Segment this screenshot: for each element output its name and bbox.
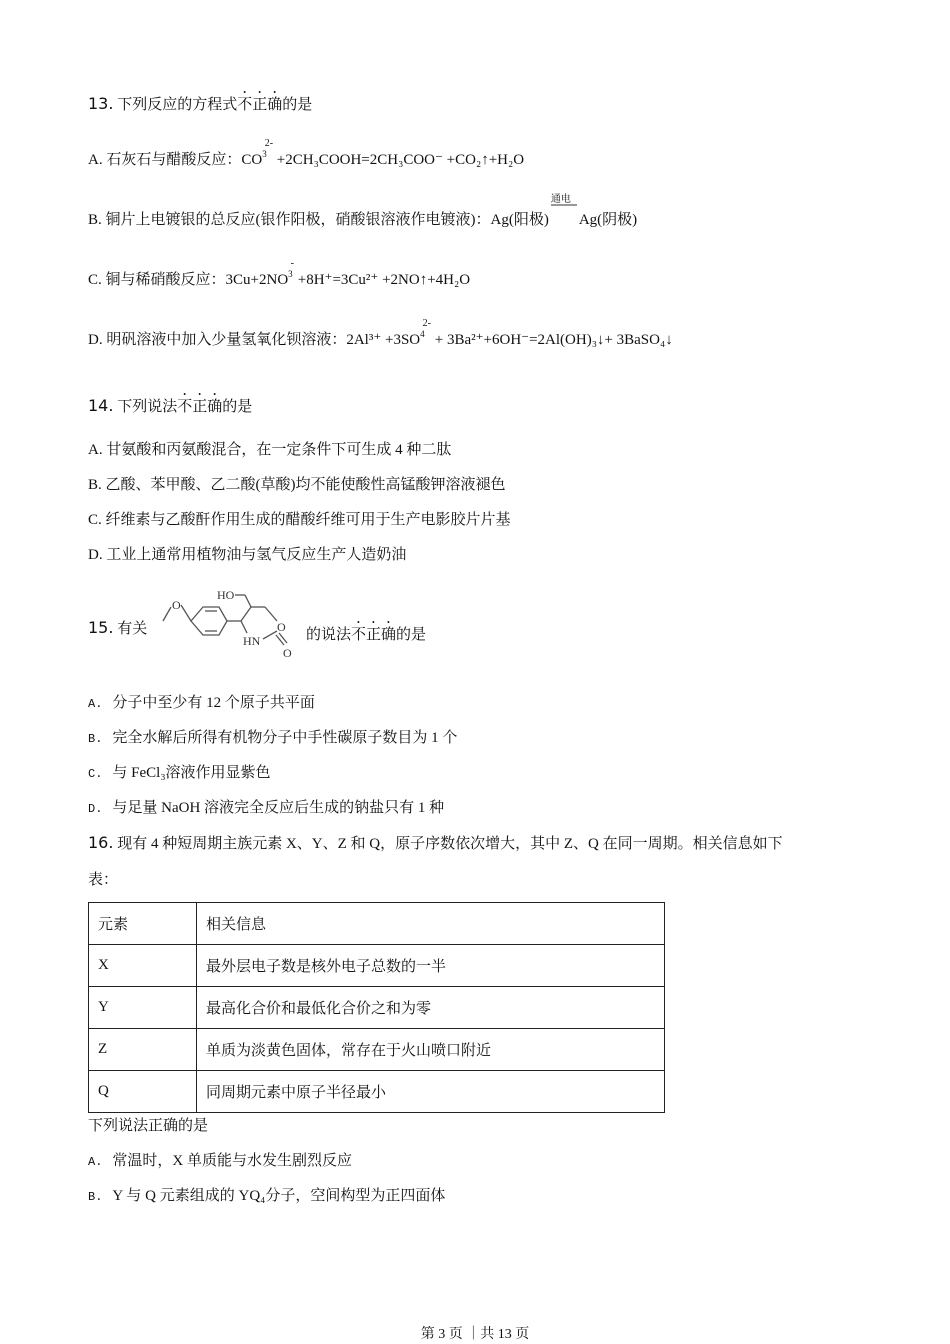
q15-number: 15. xyxy=(88,618,114,637)
q13-stem-text: 下列反应的方程式 xyxy=(117,97,238,113)
table-row xyxy=(89,945,665,987)
table-cell: X xyxy=(89,945,197,987)
q14-stem xyxy=(88,390,252,417)
option-label: D. 明矾溶液中加入少量氢氧化钡溶液： xyxy=(88,332,347,348)
q13-option-d xyxy=(88,318,673,352)
molecule-atom-label: O xyxy=(283,646,292,660)
option-letter: D. xyxy=(88,802,103,816)
table-header: 相关信息 xyxy=(197,903,665,945)
table-header-row xyxy=(89,903,665,945)
q16-number: 16. xyxy=(88,833,114,852)
q15-stem-text: 有关 xyxy=(117,621,148,637)
table-cell: 同周期元素中原子半径最小 xyxy=(197,1071,665,1113)
table-cell: Y xyxy=(89,987,197,1029)
option-label: A. 石灰石与醋酸反应： xyxy=(88,152,242,168)
molecule-structure xyxy=(155,583,305,665)
equals-bar xyxy=(551,204,577,206)
option-text: 完全水解后所得有机物分子中手性碳原子数目为 1 个 xyxy=(112,730,458,746)
q14-emphasis: 不正确 xyxy=(177,399,223,415)
option-text: 分子中至少有 12 个原子共平面 xyxy=(112,695,315,711)
formula-index: 3 xyxy=(288,269,293,279)
q15-emphasis: 不正确 xyxy=(351,627,397,643)
table-row xyxy=(89,1029,665,1071)
molecule-atom-label: HO xyxy=(217,588,235,602)
option-text: 常温时，X 单质能与水发生剧烈反应 xyxy=(112,1153,352,1169)
q15-option-b xyxy=(88,728,457,749)
formula-charge: 2- xyxy=(264,138,274,149)
q15-stem-end: 的是 xyxy=(396,627,427,643)
table-row xyxy=(89,987,665,1029)
q13-emphasis: 不正确 xyxy=(237,97,283,113)
q14-option-c: C. 纤维素与乙酸酐作用生成的醋酸纤维可用于生产电影胶片片基 xyxy=(88,512,511,528)
table-cell: 最外层电子数是核外电子总数的一半 xyxy=(197,945,665,987)
option-letter: C. xyxy=(88,767,103,781)
q13-stem-end: 的是 xyxy=(282,97,313,113)
formula-index: 3 xyxy=(262,149,267,159)
q13-stem xyxy=(88,88,312,115)
formula: 2Al³⁺ +3SO xyxy=(346,332,421,348)
q13-option-c xyxy=(88,258,471,292)
condition-text: 通电 xyxy=(550,194,571,205)
option-letter: B. xyxy=(88,732,103,746)
option-text: Y 与 Q 元素组成的 YQ₄分子，空间构型为正四面体 xyxy=(112,1188,446,1204)
option-letter: A. xyxy=(88,1155,103,1169)
molecule-atom-label: O xyxy=(172,598,181,612)
q15-option-a xyxy=(88,693,315,714)
table-cell: Q xyxy=(89,1071,197,1113)
q13-number: 13. xyxy=(88,94,114,113)
formula: CO xyxy=(241,152,263,168)
q14-option-b: B. 乙酸、苯甲酸、乙二酸(草酸)均不能使酸性高锰酸钾溶液褪色 xyxy=(88,477,506,493)
q15-option-d xyxy=(88,798,444,819)
formula-charge: 2- xyxy=(422,318,431,329)
table-header: 元素 xyxy=(89,903,197,945)
formula: Ag(阴极) xyxy=(578,212,638,228)
q16-stem xyxy=(88,833,783,854)
q15-stem-text: 的说法 xyxy=(306,627,352,643)
element-info-table xyxy=(88,902,665,1113)
formula: +2CH₃COOH=2CH₃COO⁻ +CO₂↑+H₂O xyxy=(273,152,525,168)
reaction-condition xyxy=(550,194,577,224)
q14-stem-end: 的是 xyxy=(222,399,253,415)
q14-option-a: A. 甘氨酸和丙氨酸混合，在一定条件下可生成 4 种二肽 xyxy=(88,442,452,458)
q16-stem-cont: 表： xyxy=(88,872,119,888)
q15-option-c xyxy=(88,763,271,784)
table-row xyxy=(89,1071,665,1113)
option-letter: A. xyxy=(88,697,103,711)
molecule-atom-label: O xyxy=(277,620,286,634)
q15-stem-tail xyxy=(306,618,426,645)
q13-option-a xyxy=(88,138,525,172)
formula: 3Cu+2NO xyxy=(225,272,289,288)
molecule-atom-label: HN xyxy=(243,634,261,648)
option-label: B. 铜片上电镀银的总反应(银作阳极，硝酸银溶液作电镀液)： xyxy=(88,212,491,228)
q16-option-a xyxy=(88,1151,352,1172)
formula: + 3Ba²⁺+6OH⁻=2Al(OH)₃↓+ 3BaSO₄↓ xyxy=(431,332,673,348)
table-cell: 单质为淡黄色固体，常存在于火山喷口附近 xyxy=(197,1029,665,1071)
table-cell: Z xyxy=(89,1029,197,1071)
formula: Ag(阳极) xyxy=(490,212,549,228)
formula-charge: - xyxy=(290,258,294,269)
table-cell: 最高化合价和最低化合价之和为零 xyxy=(197,987,665,1029)
option-letter: B. xyxy=(88,1190,103,1204)
option-label: C. 铜与稀硝酸反应： xyxy=(88,272,226,288)
option-text: 与 FeCl₃溶液作用显紫色 xyxy=(112,765,271,781)
page-footer: 第 3 页 ｜共 13 页 xyxy=(420,1327,530,1342)
q16-stem-text: 现有 4 种短周期主族元素 X、Y、Z 和 Q，原子序数依次增大，其中 Z、Q 在同一周期。相关信息如下 xyxy=(117,836,783,852)
q16-option-b xyxy=(88,1186,445,1207)
q14-number: 14. xyxy=(88,396,114,415)
formula-index: 4 xyxy=(420,329,425,339)
option-text: 与足量 NaOH 溶液完全反应后生成的钠盐只有 1 种 xyxy=(112,800,445,816)
formula: +8H⁺=3Cu²⁺ +2NO↑+4H₂O xyxy=(294,272,471,288)
q14-stem-text: 下列说法 xyxy=(117,399,178,415)
q13-option-b xyxy=(88,194,638,230)
q14-option-d: D. 工业上通常用植物油与氢气反应生产人造奶油 xyxy=(88,547,407,563)
q16-prompt: 下列说法正确的是 xyxy=(88,1118,209,1134)
q15-stem xyxy=(88,618,147,639)
